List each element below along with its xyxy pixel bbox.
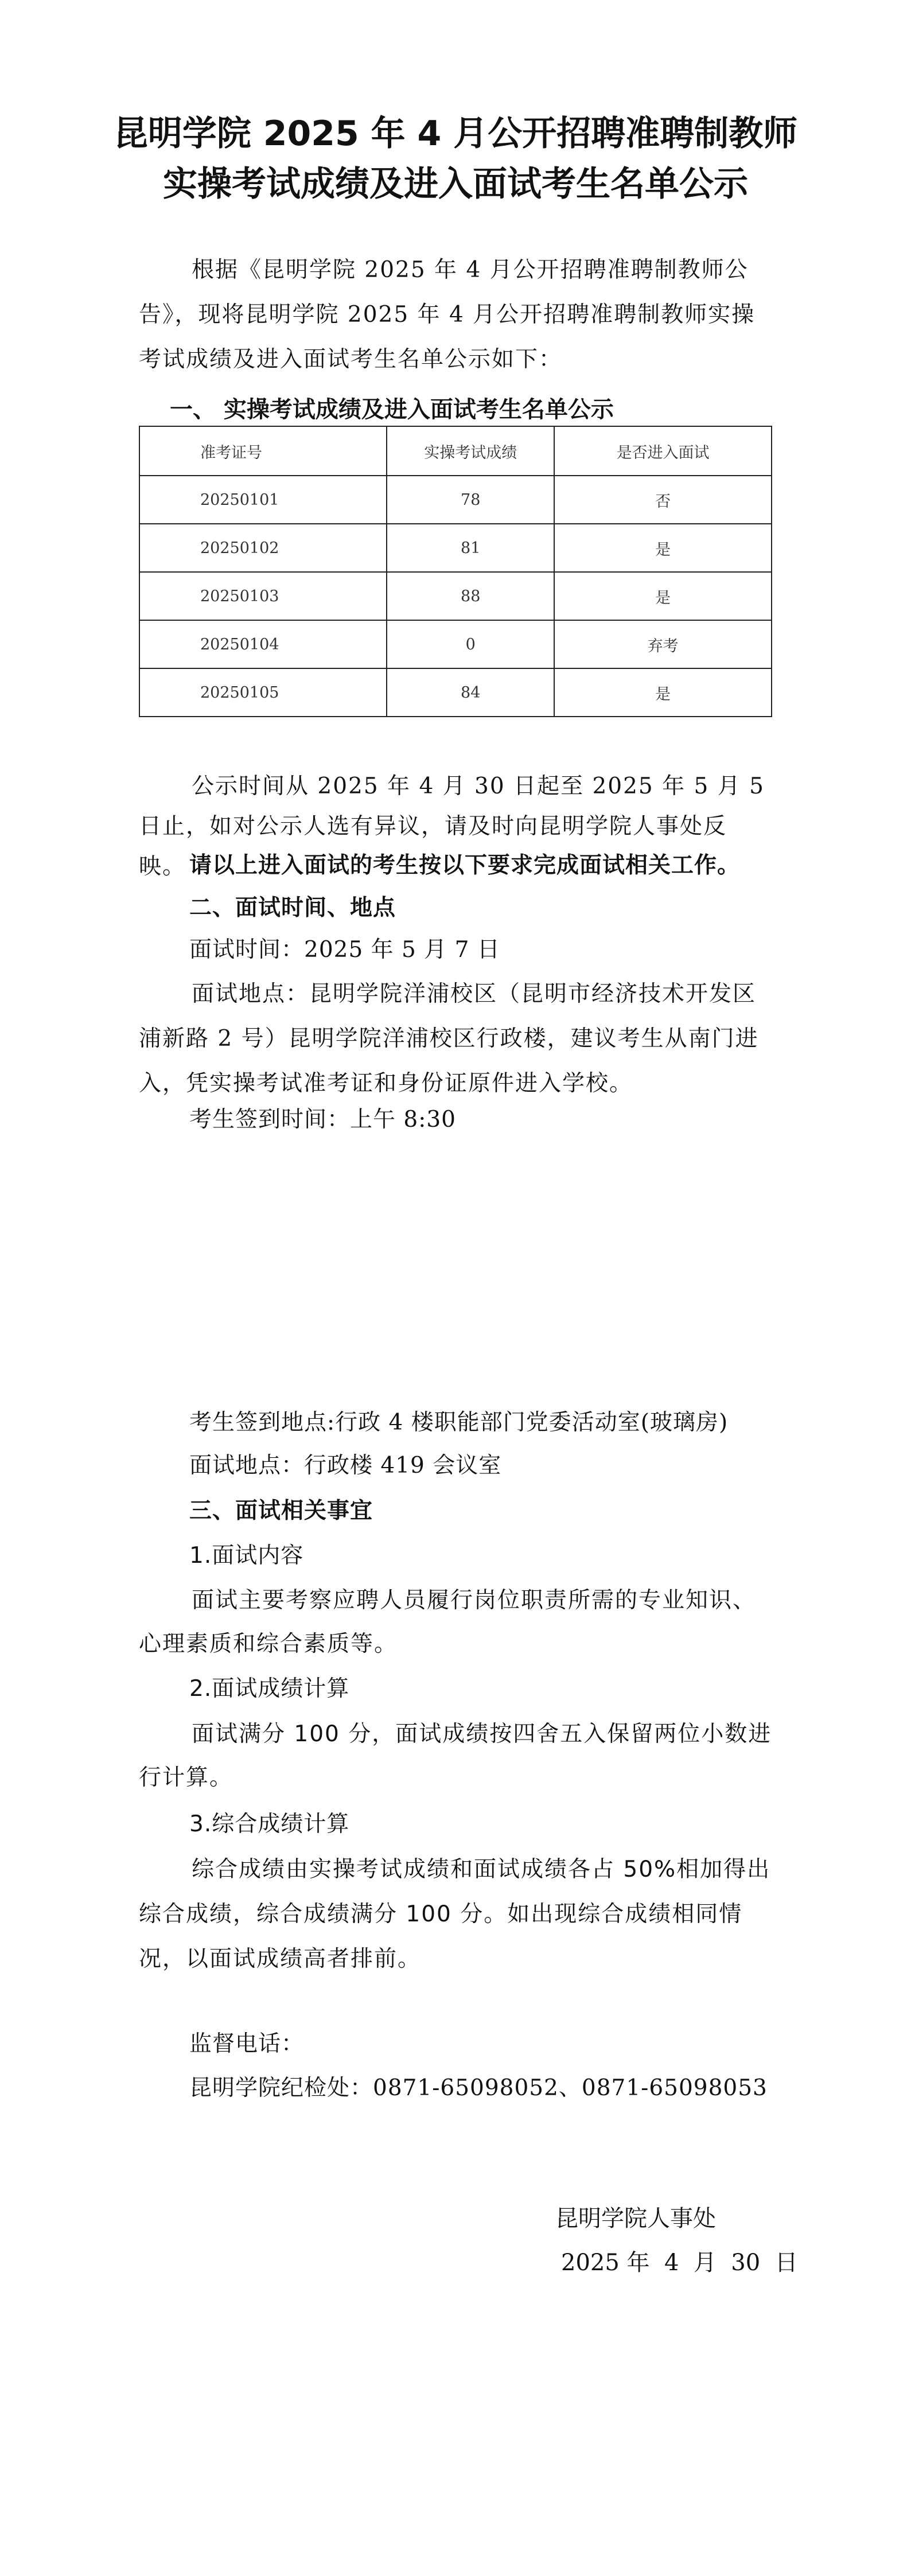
page-title-line2: 实操考试成绩及进入面试考生名单公示 [163,164,748,204]
supervision-phone: 昆明学院纪检处：0871-65098052、0871-65098053 [189,2075,768,2101]
cell-interview: 弃考 [554,620,772,668]
sub2-text: 面试满分 100 分，面试成绩按四舍五入保留两位小数进行计算。 [139,1721,772,1791]
header-exam-id: 准考证号 [139,426,387,476]
table-row [139,668,772,717]
cell-score: 0 [387,620,554,668]
cell-interview: 是 [554,668,772,717]
interview-time: 面试时间：2025 年 5 月 7 日 [189,937,500,963]
section3-heading: 三、面试相关事宜 [189,1498,373,1524]
sub3-heading: 3.综合成绩计算 [189,1811,350,1837]
sub2-paragraph [139,1713,772,1800]
header-interview: 是否进入面试 [554,426,772,476]
cell-score: 81 [387,524,554,572]
cell-exam-id: 20250105 [139,668,387,717]
checkin-time: 考生签到时间：上午 8:30 [189,1107,456,1133]
interview-place-text: 面试地点：昆明学院洋浦校区（昆明市经济技术开发区浦新路 2 号）昆明学院洋浦校区行政楼，建议考生从南门进入，凭实操考试准考证和身份证原件进入学校。 [139,981,759,1096]
checkin-place: 考生签到地点:行政 4 楼职能部门党委活动室(玻璃房) [189,1410,729,1435]
header-score: 实操考试成绩 [387,426,554,476]
cell-exam-id: 20250101 [139,476,387,524]
table-row [139,572,772,620]
cell-interview: 是 [554,524,772,572]
table-row [139,620,772,668]
sub1-heading: 1.面试内容 [189,1543,304,1569]
intro-paragraph [139,248,772,382]
score-table [139,426,772,717]
table-row [139,476,772,524]
cell-exam-id: 20250102 [139,524,387,572]
cell-interview: 是 [554,572,772,620]
table-header-row [139,426,772,476]
publicity-text: 公示时间从 2025 年 4 月 30 日起至 2025 年 5 月 5 日止，如对公示人选有异议，请及时向昆明学院人事处反映。 [139,773,765,880]
sub3-paragraph [139,1847,772,1982]
cell-score: 84 [387,668,554,717]
sub2-heading: 2.面试成绩计算 [189,1676,350,1702]
signature-org: 昆明学院人事处 [555,2205,716,2232]
supervision-label: 监督电话： [189,2031,305,2057]
interview-room: 面试地点：行政楼 419 会议室 [189,1453,502,1478]
page-title-line1: 昆明学院 2025 年 4 月公开招聘准聘制教师 [113,114,798,154]
section1-heading: 一、 实操考试成绩及进入面试考生名单公示 [170,396,614,423]
sub1-text: 面试主要考察应聘人员履行岗位职责所需的专业知识、心理素质和综合素质等。 [139,1587,757,1657]
cell-exam-id: 20250103 [139,572,387,620]
signature-date: 2025 年 4 月 30 日 [561,2250,798,2276]
sub3-text: 综合成绩由实操考试成绩和面试成绩各占 50%相加得出综合成绩，综合成绩满分 100 分。如出现综合成绩相同情况，以面试成绩高者排前。 [139,1857,771,1972]
interview-place-paragraph [139,972,772,1106]
cell-score: 88 [387,572,554,620]
intro-text: 根据《昆明学院 2025 年 4 月公开招聘准聘制教师公告》，现将昆明学院 2025 年 4 月公开招聘准聘制教师实操考试成绩及进入面试考生名单公示如下： [139,257,756,372]
request-text: 请以上进入面试的考生按以下要求完成面试相关工作。 [189,852,741,878]
cell-exam-id: 20250104 [139,620,387,668]
table-row [139,524,772,572]
cell-score: 78 [387,476,554,524]
cell-interview: 否 [554,476,772,524]
sub1-paragraph [139,1579,772,1666]
section2-heading: 二、面试时间、地点 [189,894,396,921]
